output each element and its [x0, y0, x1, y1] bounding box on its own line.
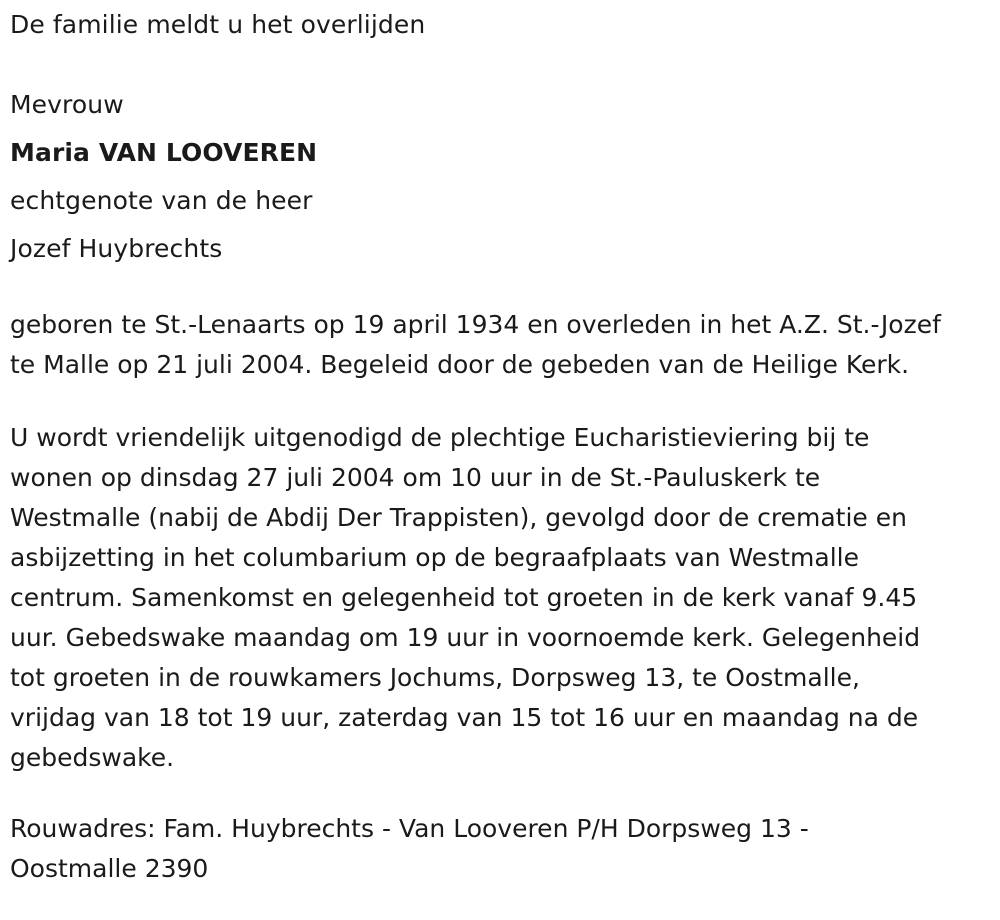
paragraph-line: U wordt vriendelijk uitgenodigd de plechtige Eucharistieviering bij te: [10, 423, 870, 452]
mourning-address: [10, 809, 995, 889]
paragraph-line: uur. Gebedswake maandag om 19 uur in voornoemde kerk. Gelegenheid: [10, 623, 921, 652]
paragraph-line: vrijdag van 18 tot 19 uur, zaterdag van 15 tot 16 uur en maandag na de: [10, 703, 919, 732]
paragraph-line: Rouwadres: Fam. Huybrechts - Van Looveren P/H Dorpsweg 13 -: [10, 814, 809, 843]
invitation-paragraph: [10, 418, 995, 778]
paragraph-line: geboren te St.-Lenaarts op 19 april 1934 en overleden in het A.Z. St.-Jozef: [10, 310, 941, 339]
paragraph-line: te Malle op 21 juli 2004. Begeleid door de gebeden van de Heilige Kerk.: [10, 350, 910, 379]
spouse-label: echtgenote van de heer: [10, 186, 313, 215]
paragraph-line: Oostmalle 2390: [10, 854, 209, 883]
paragraph-line: tot groeten in de rouwkamers Jochums, Dorpsweg 13, te Oostmalle,: [10, 663, 860, 692]
paragraph-line: centrum. Samenkomst en gelegenheid tot groeten in de kerk vanaf 9.45: [10, 583, 918, 612]
paragraph-line: asbijzetting in het columbarium op de begraafplaats van Westmalle: [10, 543, 859, 572]
paragraph-line: wonen op dinsdag 27 juli 2004 om 10 uur in de St.-Pauluskerk te: [10, 463, 821, 492]
deceased-name: Maria VAN LOOVEREN: [10, 138, 318, 167]
intro-text: De familie meldt u het overlijden: [10, 10, 426, 39]
death-notice: [10, 0, 995, 889]
honorific: Mevrouw: [10, 90, 124, 119]
paragraph-line: gebedswake.: [10, 743, 175, 772]
birth-death-paragraph: [10, 305, 995, 385]
paragraph-line: Westmalle (nabij de Abdij Der Trappisten), gevolgd door de crematie en: [10, 503, 907, 532]
spouse-name: Jozef Huybrechts: [10, 234, 223, 263]
